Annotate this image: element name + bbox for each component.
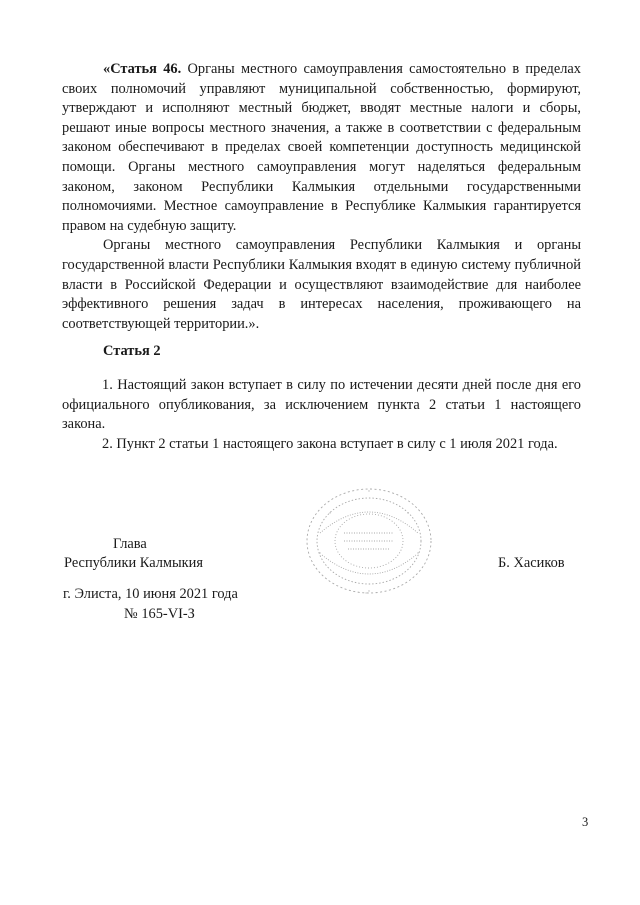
signing-place-date: г. Элиста, 10 июня 2021 года bbox=[63, 586, 238, 602]
article-2-heading: Статья 2 bbox=[103, 343, 161, 359]
article-2-item-1: 1. Настоящий закон вступает в силу по истечении десяти дней после дня его официального опубликования, за исключением пункта 2 статьи 1 настоящего закона. bbox=[62, 377, 581, 433]
article-46-lead: «Статья 46. bbox=[103, 61, 182, 77]
official-seal-stamp-icon bbox=[300, 483, 438, 599]
signatory-name: Б. Хасиков bbox=[498, 555, 565, 571]
signatory-title-line-1: Глава bbox=[113, 536, 147, 552]
article-46-paragraph-2: Органы местного самоуправления Республики Калмыкия и органы государственной власти Республики Калмыкия входят в единую систему публичной власти в Российской Федерации и осуществляют взаимодействие для наиболее эффективного решения задач в интересах населения, проживающего на соответствующей территории.». bbox=[62, 237, 581, 332]
page-number: 3 bbox=[582, 815, 589, 829]
law-number: № 165-VI-З bbox=[124, 606, 195, 622]
article-2-text bbox=[62, 376, 581, 454]
article-46-text bbox=[62, 60, 581, 334]
article-46-paragraph-1 bbox=[62, 60, 581, 236]
signatory-title-line-2: Республики Калмыкия bbox=[64, 555, 203, 571]
article-2-item-2: 2. Пункт 2 статьи 1 настоящего закона вступает в силу с 1 июля 2021 года. bbox=[102, 435, 558, 452]
article-46-paragraph-1-body: Органы местного самоуправления самостоятельно в пределах своих полномочий управляют муниципальной собственностью, формируют, утверждают и исполняют местный бюджет, вводят местные налоги и сборы, решают иные вопросы местного значения, а также в соответствии с федеральным законом обеспечивают в пределах своей компетенции доступность медицинской помощи. Органы местного самоуправления могут наделяться федеральным законом, законом Республики Калмыкия отдельными государственными полномочиями. Местное самоуправление в Республике Калмыкия гарантируется правом на судебную защиту. bbox=[62, 61, 581, 234]
